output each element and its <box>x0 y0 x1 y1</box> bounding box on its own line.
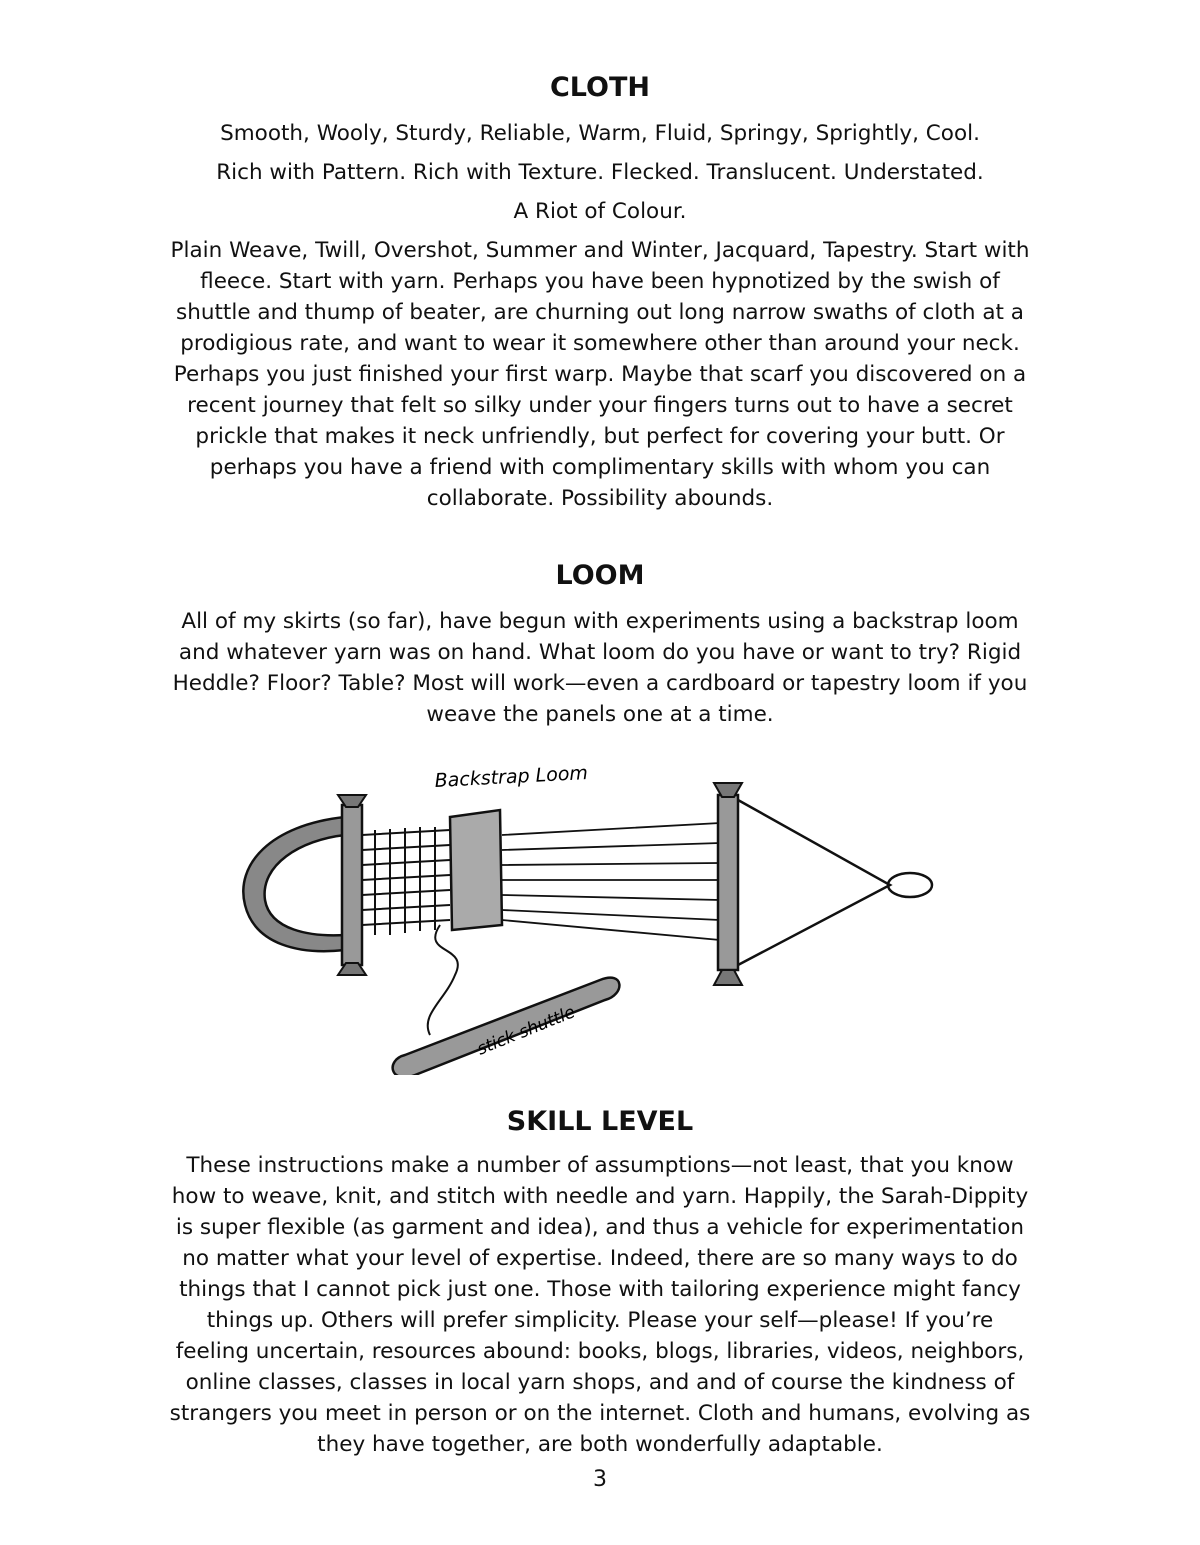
skill-paragraph <box>0 1150 1200 1460</box>
backstrap <box>243 817 345 951</box>
tie-cord-loop <box>738 800 932 965</box>
yarn-strand <box>428 925 458 1035</box>
text-line: and whatever yarn was on hand. What loom do you have or want to try? Rigid <box>178 640 1022 665</box>
text-line: All of my skirts (so far), have begun with experiments using a backstrap loom <box>181 609 1019 634</box>
text-line: no matter what your level of expertise. Indeed, there are so many ways to do <box>182 1246 1018 1271</box>
tagline-line: Smooth, Wooly, Sturdy, Reliable, Warm, Fluid, Springy, Sprightly, Cool. <box>220 121 980 146</box>
text-line: These instructions make a number of assumptions—not least, that you know <box>186 1153 1014 1178</box>
loom-heading: LOOM <box>555 560 645 591</box>
heddle-beater <box>450 810 502 930</box>
woven-cloth <box>362 827 450 935</box>
tagline-line: A Riot of Colour. <box>513 199 687 224</box>
cloth-paragraph <box>0 235 1200 514</box>
page-number: 3 <box>593 1467 607 1492</box>
text-line: fleece. Start with yarn. Perhaps you have been hypnotized by the swish of <box>200 269 1000 294</box>
illustration-title-label: Backstrap Loom <box>434 761 589 792</box>
text-line: things that I cannot pick just one. Those with tailoring experience might fancy <box>179 1277 1021 1302</box>
text-line: recent journey that felt so silky under your fingers turns out to have a secret <box>187 393 1013 418</box>
text-line: they have together, are both wonderfully adaptable. <box>317 1432 883 1457</box>
warp-threads <box>502 823 720 940</box>
text-line: perhaps you have a friend with complimentary skills with whom you can <box>209 455 991 480</box>
shuttle-label: stick shuttle <box>474 1002 579 1060</box>
cloth-tagline <box>0 114 1200 231</box>
tagline-line: Rich with Pattern. Rich with Texture. Flecked. Translucent. Understated. <box>216 160 984 185</box>
text-line: prodigious rate, and want to wear it somewhere other than around your neck. <box>180 331 1020 356</box>
text-line: Heddle? Floor? Table? Most will work—even a cardboard or tapestry loom if you <box>172 671 1028 696</box>
text-line: feeling uncertain, resources abound: books, blogs, libraries, videos, neighbors, <box>175 1339 1025 1364</box>
text-line: shuttle and thump of beater, are churning out long narrow swaths of cloth at a <box>176 300 1024 325</box>
stick-shuttle <box>393 978 620 1075</box>
text-line: how to weave, knit, and stitch with needle and yarn. Happily, the Sarah-Dippity <box>171 1184 1029 1209</box>
breast-bar <box>338 795 366 975</box>
cloth-heading: CLOTH <box>549 72 651 103</box>
backstrap-loom-illustration <box>230 755 950 1075</box>
text-line: online classes, classes in local yarn shops, and and of course the kindness of <box>185 1370 1015 1395</box>
text-line: Plain Weave, Twill, Overshot, Summer and Winter, Jacquard, Tapestry. Start with <box>170 238 1030 263</box>
skill-heading: SKILL LEVEL <box>506 1106 694 1137</box>
text-line: strangers you meet in person or on the internet. Cloth and humans, evolving as <box>169 1401 1031 1426</box>
text-line: weave the panels one at a time. <box>426 702 774 727</box>
text-line: prickle that makes it neck unfriendly, but perfect for covering your butt. Or <box>195 424 1005 449</box>
loom-paragraph <box>0 606 1200 730</box>
text-line: collaborate. Possibility abounds. <box>426 486 774 511</box>
text-line: things up. Others will prefer simplicity. Please your self—please! If you’re <box>206 1308 994 1333</box>
back-bar <box>714 783 742 985</box>
text-line: Perhaps you just finished your first warp. Maybe that scarf you discovered on a <box>173 362 1027 387</box>
text-line: is super flexible (as garment and idea), and thus a vehicle for experimentation <box>175 1215 1025 1240</box>
